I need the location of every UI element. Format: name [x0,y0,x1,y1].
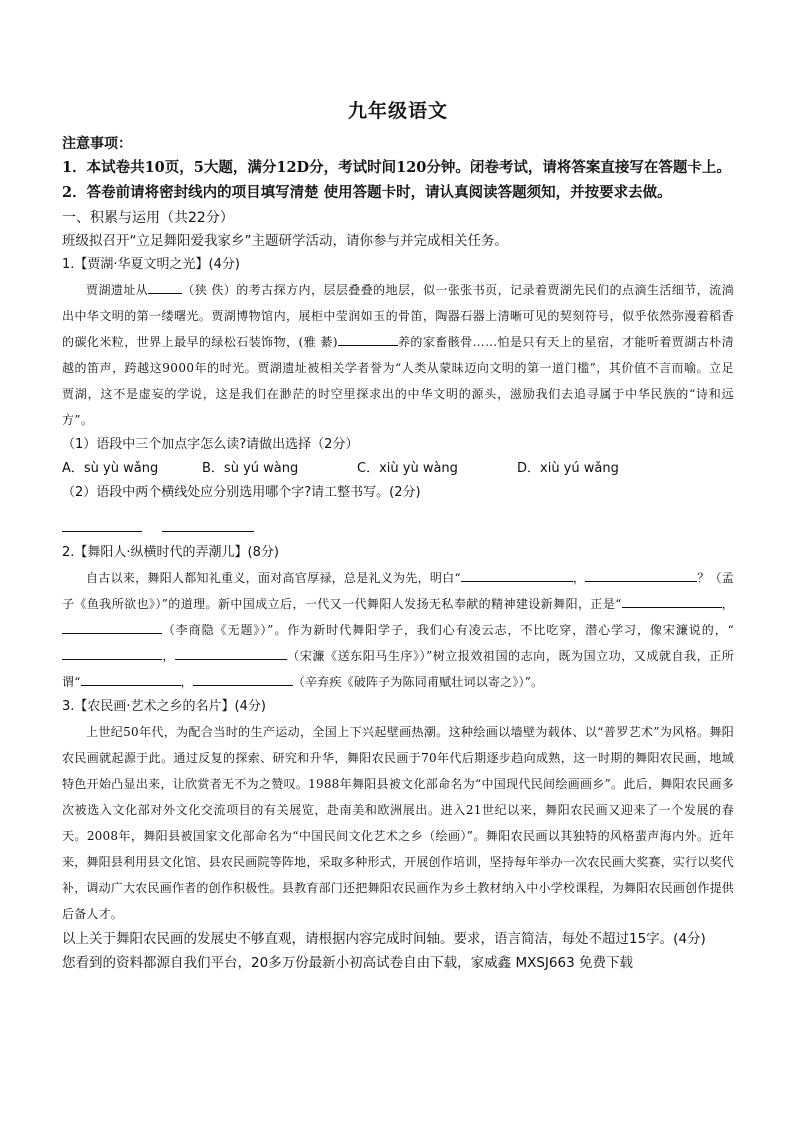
option-a[interactable]: A．sù yù wǎng [62,461,159,476]
exam-page [62,96,734,975]
comma: ， [572,571,586,585]
fill-blank[interactable] [461,567,573,582]
fill-blank[interactable] [81,671,181,686]
section-1-heading: 一、积累与运用（共22分） [62,210,234,226]
question-1-options [62,457,734,481]
footer-notice: 您看到的资料都源自我们平台，20多万份最新小初高试卷自由下载，家威鑫 MXSJ663 免费下载 [62,955,633,971]
option-b[interactable]: B．sù yú wàng [202,461,299,476]
passage-part: 的考古探方内，层层叠叠的地层，似一张张书页，记录着贾湖先民们的点滴生活细节，流淌出中华文明的第一缕曙光。贾湖博物馆内，展柜中莹润如玉的骨笛，陶器石器上清晰可见的契刻符号，似乎依然弥漫着稻香的碳化米粒，世界上最早的绿松石装饰物，(雅 綦) [62,283,734,349]
passage-part: 养的家畜骸骨……怕是只有天上的星宿，才能听着贾湖古朴清越的笛声，跨越这9000年的时光。贾湖遗址被相关学者誉为“人类从蒙昧迈向文明的第一道门槛”，其价值不言而喻。立足贾湖，这不是虚妄的学说，这是我们在渺茫的时空里探求出的中华文明的源头，滋励我们去追寻属于中华民族的“诗和远方”。 [62,335,735,427]
fill-blank[interactable] [193,671,293,686]
fill-blank[interactable] [622,593,722,608]
fill-blank[interactable] [148,279,182,294]
question-2-heading: 2.【舞阳人·纵横时代的弄潮儿】(8分) [62,545,279,560]
passage-part: （狭 佚） [182,283,237,297]
comma: ， [721,597,734,611]
fill-blank[interactable] [62,619,162,634]
fill-blank[interactable] [338,331,398,346]
answer-line[interactable] [62,531,142,532]
answer-line[interactable] [162,531,254,532]
passage-part: （李商隐《无题》）”。作为新时代舞阳学子，我们心有凌云志，不比吃穿，潜心学习，像宋濂说的，“ [162,623,734,637]
question-1-sub-2: （2）语段中两个横线处应分别选用哪个字?请工整书写。(2分) [62,485,421,500]
fill-blank[interactable] [62,645,162,660]
fill-blank[interactable] [585,567,697,582]
passage-part: （辛弃疾《破阵子为陈同甫赋壮词以寄之》）”。 [292,675,544,689]
comma: ， [162,649,175,663]
comma: ， [180,675,193,689]
passage-part: ？（孟子《鱼我所欲也》）”的道理。新中国成立后，一代又一代舞阳人发扬无私奉献的精神建设新舞阳，正是“ [62,571,735,611]
fill-blank[interactable] [175,645,287,660]
notice-item-2: 2．答卷前请将密封线内的项目填写清楚 使用答题卡时，请认真阅读答题须知，并按要求去做。 [62,184,672,201]
option-c[interactable]: C．xiù yù wàng [357,461,458,476]
page-title: 九年级语文 [347,100,448,122]
question-1-heading: 1.【贾湖·华夏文明之光】(4分) [62,257,240,272]
question-2-passage [62,565,734,695]
question-3-heading: 3.【农民画·艺术之乡的名片】(4分) [62,699,266,714]
notice-heading: 注意事项： [62,136,132,152]
section-1-intro: 班级拟召开“立足舞阳爱我家乡”主题研学活动，请你参与并完成相关任务。 [62,233,508,249]
question-1-sub-1: （1）语段中三个加点字怎么读?请做出选择（2分） [62,437,359,452]
passage-part: 自古以来，舞阳人都知礼重义，面对高官厚禄，总是礼义为先，明白“ [86,571,461,585]
question-3-passage: 上世纪50年代，为配合当时的生产运动，全国上下兴起壁画热潮。这种绘画以墙壁为载体、以“普罗艺术”为风格。舞阳农民画就起源于此。通过反复的探索、研究和升华，舞阳农民画于70年代后期逐步趋向成熟，这一时期的舞阳农民画，地域特色开始凸显出来，让欣赏者无不为之赞叹。1988年舞阳县被文化部命名为“中国现代民间绘画画乡”。此后，舞阳农民画多次被选入文化部对外文化交流项目的有关展览，赴南美和欧洲展出。进入21世纪以来，舞阳农民画又迎来了一个发展的春天。2008年，舞阳县被国家文化部命名为“中国民间文化艺术之乡（绘画）”。舞阳农民画以其独特的风格蜚声海内外。近年来，舞阳县利用县文化馆、县农民画院等阵地，采取多种形式，开展创作培训，坚持每年举办一次农民画大奖赛，实行以奖代补，调动广大农民画作者的创作积极性。县教育部门还把舞阳农民画作为乡土教材纳入中小学校课程，为舞阳农民画创作提供后备人才。 [62,725,734,921]
passage-part: （宋濂《送东阳马生序》）”树立报效祖国的志向，既为国立功，又成就自我，正所谓“ [62,649,734,689]
passage-part: 贾湖遗址从 [86,283,149,297]
question-3-task: 以上关于舞阳农民画的发展史不够直观，请根据内容完成时间轴。要求，语言简洁，每处不超过15字。(4分) [62,931,706,947]
question-1-passage [62,277,734,433]
option-d[interactable]: D．xiù yú wǎng [517,461,619,476]
notice-item-1: 1．本试卷共10页，5大题，满分12D分，考试时间120分钟。闭卷考试，请将答案直接写在答题卡上。 [62,159,731,176]
answer-lines [62,519,734,535]
